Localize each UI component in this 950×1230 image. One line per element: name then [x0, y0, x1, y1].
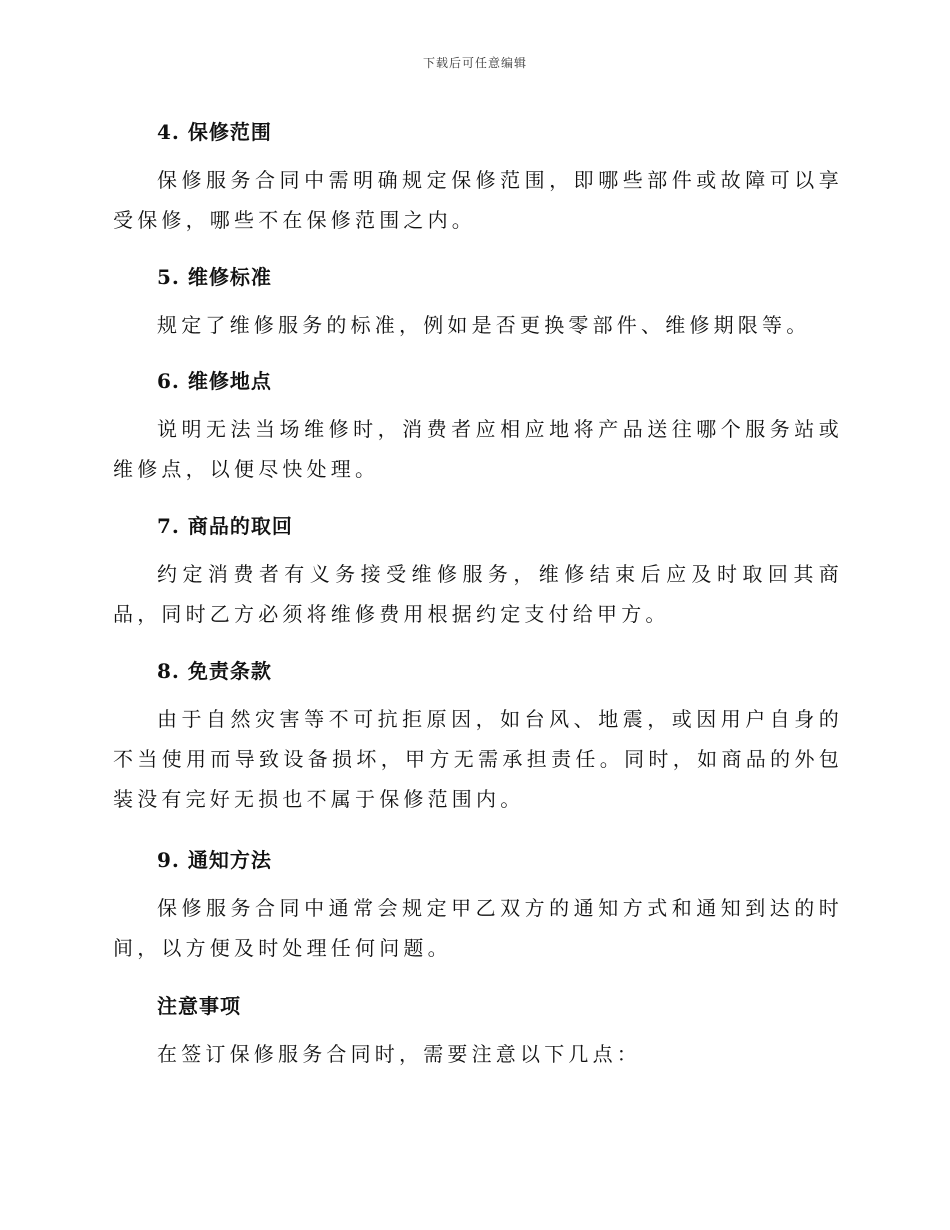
- section-paragraph-product-retrieval: 约定消费者有义务接受维修服务，维修结束后应及时取回其商品，同时乙方必须将维修费用根据约定支付给甲方。: [113, 562, 843, 626]
- section-heading-repair-standard: 5. 维修标准: [157, 265, 272, 289]
- section-heading-notification: 9. 通知方法: [157, 848, 272, 872]
- section-heading-warranty-scope: 4. 保修范围: [157, 120, 272, 144]
- section-paragraph-warranty-scope: 保修服务合同中需明确规定保修范围，即哪些部件或故障可以享受保修，哪些不在保修范围之内。: [113, 168, 843, 232]
- section-paragraph-repair-location: 说明无法当场维修时，消费者应相应地将产品送往哪个服务站或维修点，以便尽快处理。: [113, 417, 843, 481]
- section-paragraph-notification: 保修服务合同中通常会规定甲乙双方的通知方式和通知到达的时间，以方便及时处理任何问题。: [113, 896, 843, 960]
- page-header: 下载后可任意编辑: [422, 56, 527, 70]
- section-paragraph-repair-standard: 规定了维修服务的标准，例如是否更换零部件、维修期限等。: [157, 313, 811, 337]
- section-heading-disclaimer: 8. 免责条款: [157, 659, 272, 683]
- section-heading-repair-location: 6. 维修地点: [157, 369, 272, 393]
- section-heading-notes: 注意事项: [157, 994, 241, 1018]
- section-paragraph-notes: 在签订保修服务合同时，需要注意以下几点：: [157, 1042, 641, 1066]
- section-paragraph-disclaimer: 由于自然灾害等不可抗拒原因，如台风、地震，或因用户自身的不当使用而导致设备损坏，甲方无需承担责任。同时，如商品的外包装没有完好无损也不属于保修范围内。: [113, 707, 843, 811]
- section-heading-product-retrieval: 7. 商品的取回: [157, 514, 293, 538]
